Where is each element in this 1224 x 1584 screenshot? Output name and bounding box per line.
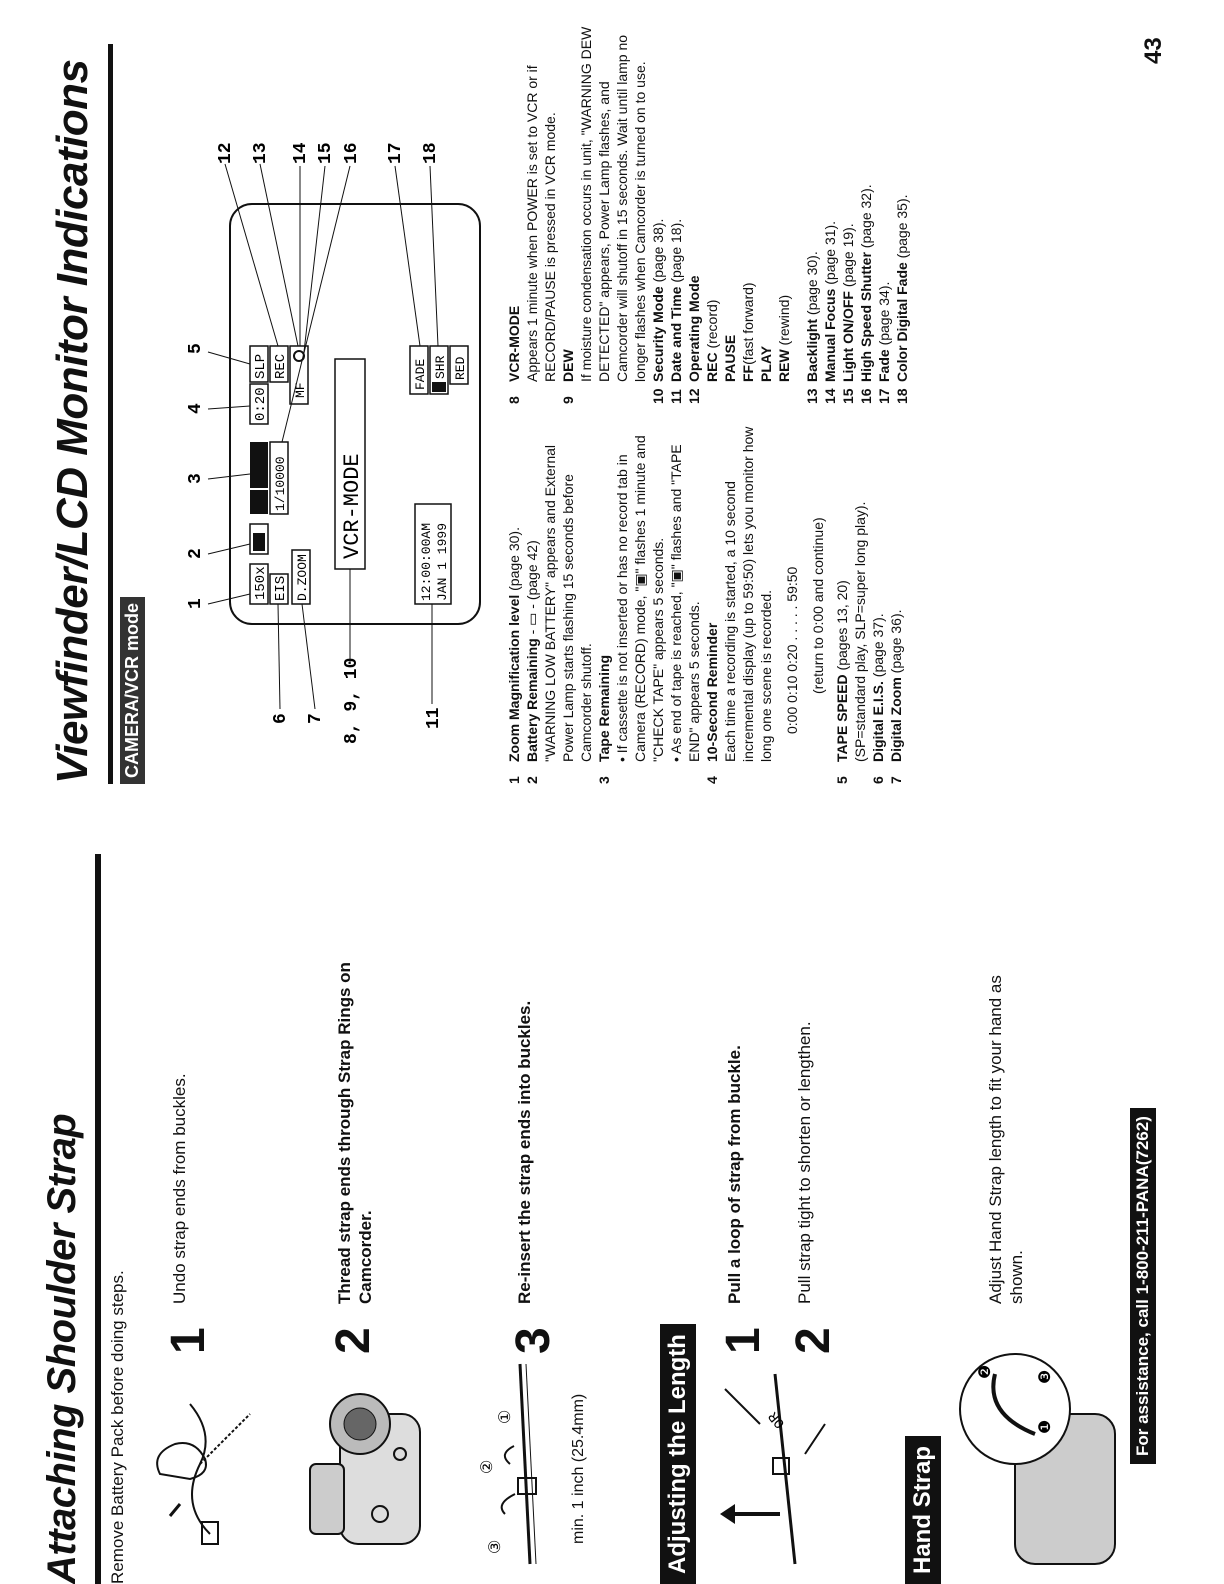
step-3	[507, 884, 560, 1354]
list-item: 17 Fade (page 34).	[876, 281, 892, 404]
lcd-shutter: 1/10000	[273, 456, 288, 511]
list-item: 3 Tape Remaining • If cassette is not inserted or has no record tab in Camera (RECORD) mode, "▣" flashes 1 minute and "CHECK TAPE" appears 5 seconds. • As end of tape is reached, "▣" flashes and "TAPE END" appears 5 seconds.	[596, 435, 702, 784]
min-length-label: min. 1 inch (25.4mm)	[570, 1393, 587, 1544]
callout-16: 16	[342, 142, 362, 164]
list-item: 6 Digital E.I.S. (page 37).	[870, 613, 886, 784]
list-item: 18 Color Digital Fade (page 35).	[894, 194, 910, 404]
indications-list-col-2	[505, 24, 911, 404]
list-item: 11 Date and Time (page 18).	[668, 218, 684, 404]
intro-text: Remove Battery Pack before doing steps.	[108, 1270, 127, 1584]
tape-remaining-bar	[250, 442, 268, 488]
hand-callout-2: ❷	[977, 1364, 995, 1379]
callout-1: 1	[186, 598, 206, 609]
list-item: 12 Operating Mode REC (record) PAUSE FF(fast forward) PLAY REW (rewind)	[686, 275, 792, 404]
list-item: 5 TAPE SPEED (pages 13, 20) (SP=standard play, SLP=super long play).	[834, 501, 868, 784]
lcd-red: RED	[453, 356, 468, 380]
buckle-threading-illustration	[470, 1354, 570, 1574]
step-2	[327, 884, 380, 1354]
title-rule	[95, 854, 101, 1584]
callout-2: ②	[479, 1459, 497, 1474]
callout-4: 4	[186, 403, 206, 414]
callout-3: ③	[487, 1539, 505, 1554]
step-number: 2	[327, 1327, 380, 1354]
lcd-dzoom: D.ZOOM	[295, 554, 310, 601]
callout-6: 6	[271, 713, 291, 724]
callout-8-9-10: 8, 9, 10	[342, 657, 362, 744]
list-item: 1 Zoom Magnification level (page 30).	[506, 527, 522, 784]
callout-3: 3	[186, 473, 206, 484]
lcd-time: 12:00:00AM	[419, 522, 434, 601]
callout-17: 17	[386, 142, 406, 164]
callout-5: 5	[186, 343, 206, 354]
step-text: Undo strap ends from buckles.	[170, 1073, 189, 1304]
hand-strap-text: Adjust Hand Strap length to fit your hand as shown.	[986, 975, 1026, 1304]
step-text: Re-insert the strap ends into buckles.	[515, 1000, 534, 1304]
lcd-rec: REC	[273, 353, 289, 379]
step-text: Pull strap tight to shorten or lengthen.	[795, 1021, 814, 1304]
lcd-vcr-mode: VCR-MODE	[340, 453, 365, 559]
page-number: 43	[1140, 37, 1167, 64]
hand-strap-illustration	[955, 1344, 1135, 1574]
or-label: OR	[765, 1407, 789, 1432]
hand-callout-1: ❶	[1037, 1419, 1055, 1434]
lcd-eis: EIS	[273, 575, 289, 601]
lcd-date: JAN 1 1999	[435, 522, 450, 601]
right-page	[0, 0, 1224, 784]
camcorder-illustration	[300, 1374, 450, 1574]
step-text: Thread strap ends through Strap Rings on Camcorder.	[335, 962, 375, 1304]
list-item: 4 10-Second Reminder Each time a recording is started, a 10 second incremental display (up to 59:50) lets you monitor how long one scene is recorded.	[704, 426, 774, 784]
hand-callout-3: ❸	[1037, 1369, 1055, 1384]
list-item: 13 Backlight (page 30).	[804, 251, 820, 404]
callout-2: 2	[186, 548, 206, 559]
step-text: Pull a loop of strap from buckle.	[725, 1045, 744, 1304]
reminder-sequence: 0:00 0:10 0:20 . . . . . 59:50	[784, 566, 800, 734]
step-number: 1	[717, 1327, 770, 1354]
list-item: 9 DEW If moisture condensation occurs in unit, "WARNING DEW DETECTED" appears, Power Lamp flashes, and Camcorder will shutoff in 15 seconds. Wait until lamp no longer flashes when Camcorder is turned on to use.	[560, 26, 648, 404]
step-number: 3	[507, 1327, 560, 1354]
list-item: 14 Manual Focus (page 31).	[822, 220, 838, 404]
adjust-step-2	[787, 884, 840, 1354]
lcd-shr: SHR	[433, 355, 448, 379]
title-rule	[108, 44, 113, 784]
list-item: 16 High Speed Shutter (page 32).	[858, 184, 874, 404]
hand-strap-banner: Hand Strap	[905, 1436, 941, 1584]
list-item: 8 VCR-MODE Appears 1 minute when POWER is set to VCR or if RECORD/PAUSE is pressed in VCR mode.	[506, 65, 558, 404]
reminder-return: (return to 0:00 and continue)	[810, 517, 826, 694]
assistance-footer: For assistance, call 1-800-211-PANA(7262)	[1130, 1108, 1156, 1464]
left-page	[0, 814, 1224, 1584]
callout-1: ①	[497, 1409, 515, 1424]
list-item: 15 Light ON/OFF (page 19).	[840, 223, 856, 404]
strap-adjust-illustration	[705, 1364, 835, 1574]
lcd-speed: SLP	[253, 353, 269, 379]
callout-13: 13	[251, 142, 271, 164]
mode-banner: CAMERA/VCR mode	[120, 597, 145, 784]
strap-buckle-illustration	[140, 1374, 270, 1564]
callout-11: 11	[424, 707, 444, 729]
backlight-icon	[432, 382, 446, 392]
step-number: 1	[162, 1327, 215, 1354]
callout-12: 12	[216, 142, 236, 164]
adjust-step-1	[717, 884, 770, 1354]
list-item: 2 Battery Remaining - ▭ - (page 42) "WARNING LOW BATTERY" appears and External Power Lamp starts flashing 15 seconds before Camcorder shutoff.	[524, 444, 594, 784]
lcd-mf: MF	[293, 382, 308, 398]
indications-list-col-1	[505, 419, 905, 784]
callout-18: 18	[421, 142, 441, 164]
lcd-fade: FADE	[413, 358, 428, 390]
callout-7: 7	[306, 713, 326, 724]
page-title-right: Viewfinder/LCD Monitor Indications	[48, 59, 97, 784]
tape-icon	[250, 490, 268, 514]
lcd-diagram	[170, 44, 500, 784]
callout-14: 14	[291, 142, 311, 164]
step-1	[162, 884, 215, 1354]
adjusting-length-banner: Adjusting the Length	[660, 1324, 696, 1584]
lcd-zoom: 150x	[253, 566, 269, 600]
lcd-tape-time: 0:20	[253, 387, 269, 421]
step-number: 2	[787, 1327, 840, 1354]
page-title-left: Attaching Shoulder Strap	[40, 1113, 84, 1584]
list-item: 7 Digital Zoom (page 36).	[888, 609, 904, 784]
battery-level	[253, 533, 265, 551]
callout-15: 15	[316, 142, 336, 164]
list-item: 10 Security Mode (page 38).	[650, 218, 666, 404]
